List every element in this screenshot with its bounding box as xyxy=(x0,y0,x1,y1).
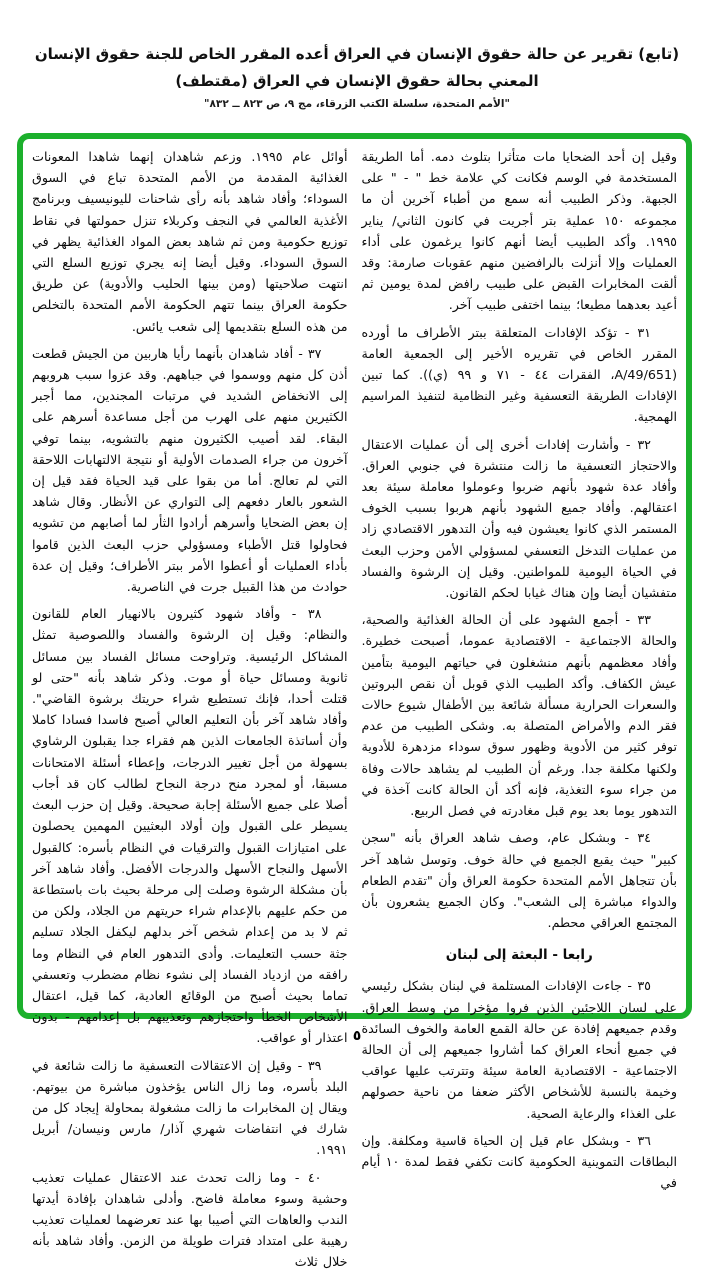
page-number: ٥ xyxy=(352,1028,362,1044)
paragraph-32: ٣٢ - وأشارت إفادات أخرى إلى أن عمليات الاعتقال والاحتجاز التعسفية ما زالت منتشرة في جنوبي العراق. وأفاد عدة شهود بأنهم ضربوا وعوملوا معاملة سيئة بعد اعتقالهم. وأفاد جميع الشهود بأنهم هربوا بسبب الخوف المستمر الذي كانوا يعيشون فيه وأن التدهور الاقتصادي زاد من عمليات التدخل التعسفي لمسؤولي الأمن وحزب البعث في الحياة اليومية للمواطنين. وقيل إن الرشوة والفساد متفشيان أيضا وإن هناك غيابا لحكم القانون. xyxy=(361,436,677,601)
paragraph-34: ٣٤ - وبشكل عام، وصف شاهد العراق بأنه "سجن كبير" حيث يقبع الجميع في حالة خوف. وتوسل شاهد آخر بأن تتجاهل الأمم المتحدة حكومة العراق وأن "تقدم الطعام والدواء مباشرة إلى الشعب". وكان الجميع يشعرون بأن المجتمع العراقي محطم. xyxy=(361,830,677,931)
document-title-line2: المعني بحالة حقوق الإنسان في العراق (مقتطف) xyxy=(175,71,539,90)
document-title-line1: (تابع) تقرير عن حالة حقوق الإنسان في العراق أعده المقرر الخاص للجنة حقوق الإنسان xyxy=(34,45,680,63)
paragraph-35: ٣٥ - جاءت الإفادات المستلمة في لبنان بشكل رئيسي على لسان اللاجئين الذين فروا مؤخرا من وسط العراق. وقدم جميعهم إفادة عن حالة القمع العامة والخوف السائدة في جميع أنحاء العراق كما أشاروا جميعهم إلى أن الحالة الاجتماعية - الاقتصادية العامة سيئة وتترتب عليها عواقب وخيمة بالنسبة للأشخاص الأكثر ضعفا من ناحية حصولهم على الغذاء والرعاية الصحية. xyxy=(361,978,677,1121)
two-column-text-area xyxy=(23,139,686,1270)
section-heading-mission-to-lebanon: رابعا - البعثة إلى لبنان xyxy=(445,947,593,964)
document-source-citation: "الأمم المتحدة، سلسلة الكتب الزرقاء، مج ٩، ص ٨٢٣ ــ ٨٣٢" xyxy=(204,98,510,110)
paragraph-31: ٣١ - تؤكد الإفادات المتعلقة ببتر الأطراف ما أورده المقرر الخاص في تقريره الأخير إلى الجمعية العامة (A/49/651، الفقرات ٤٤ - ٧١ و ٩٩ (ي)). كما تبين الإفادات الطريقة التعسفية وغير النظامية لتنفيذ المراسيم الهمجية. xyxy=(361,324,678,425)
paragraph-37: ٣٧ - أفاد شاهدان بأنهما رأيا هاربين من الجيش قطعت أذن كل منهم ووسموا في جباههم. وقد عزوا سبب هروبهم إلى الانخفاض الشديد في مرتبات المجندين، مما أجبر الكثيرين منهم على الهرب من أجل مساعدة أسرهم على البقاء. لقد أصيب الكثيرون منهم بالتشويه، بينما توفي آخرون من جراء الصدمات الأولية أو نتيجة الالتهابات اللاحقة التي لم تعالج. أما من بقوا على قيد الحياة فقد قيل إن الشعور بالعار دفعهم إلى التواري عن الأنظار. وقال شاهد إن بعض الضحايا وأسرهم أرادوا الثأر لما أصابهم من تشويه فحاولوا قتل الأطباء ومسؤولي حزب البعث الذين قاموا بأداء العمليات أو أعطوا الأمر ببتر الأطراف؛ وقيل إن عدة حوادث من هذا القبيل جرت في الناصرية. xyxy=(32,345,348,595)
paragraph-36: ٣٦ - وبشكل عام قيل إن الحياة قاسية ومكلفة. وإن البطاقات التموينية الحكومية كانت تكفي فقط لمدة ١٠ أيام في xyxy=(361,1132,677,1191)
document-header xyxy=(0,0,714,110)
paragraph-38: ٣٨ - وأفاد شهود كثيرون بالانهيار العام للقانون والنظام: وقيل إن الرشوة والفساد واللصوصية تمثل المشاكل الرئيسية. وتراوحت مسائل الفساد بين مسائل ثانوية ومسائل حياة أو موت. وذكر شاهد بأنه "حتى لو قتلت أحدا، فإنك تستطيع شراء حريتك برشوة القاضي". وأفاد شاهد آخر بأن التعليم العالي أصبح فاسدا فسادا كاملا وأن أساتذة الجامعات الذين هم فقراء جدا يقبلون الرشاوي بسهولة من أجل تغيير الدرجات، وإعطاء أسئلة الامتحانات مسبقا، أو لمجرد منح درجة النجاح لطالب كان قد أجاب أصلا على جميع الأسئلة إجابة صحيحة. وقيل إن حزب البعث يسيطر على القبول وإن أولاد البعثيين المهمين يحصلون على امتيازات القبول والترقيات في النظام بأسره: كالقبول الأسهل والنجاح الأسهل والدرجات الأفضل. وأفاد شاهد آخر بأن مشكلة الرشوة وصلت إلى مرحلة بحيث بات باستطاعة من حكم عليهم بالإعدام شراء حريتهم من الجلاد، ولكن من ثم لا بد من إعدام شخص آخر بدلهم ليكفل الجلاد تسليم جثة حسب التعليمات. وأدى التدهور العام في النظام وما رافقه من ازدياد الفساد إلى نشوء نظام مضطرب وتعسفي تماما بحيث أصبح من الوقائع العادية، كما قيل، اعتقال الأشخاص الخطأ واحتجازهم وتعذيبهم بل إعدامهم - بدون اعتذار أو عواقب. xyxy=(32,606,348,1046)
paragraph-36-continuation: أوائل عام ١٩٩٥. وزعم شاهدان إنهما شاهدا المعونات الغذائية المقدمة من الأمم المتحدة تباع في السوق السوداء؛ وأفاد شاهد بأنه رأى شاحنات لليونيسيف وبرنامج الأغذية العالمي في النجف وكربلاء تنزل حمولتها في نقاط توزيع حكومية ومن ثم شاهد بعض المواد الغذائية يظهر في السوق السوداء. وقيل أيضا إنه يجري توزيع السلع التي انتهت صلاحيتها (ومن بينها الحليب والأدوية) عن طريق حكومة العراق بينما تتهم الحكومة الأمم المتحدة بالتخلص من هذه السلع بتقديمها إلى شعب يائس. xyxy=(32,149,348,334)
paragraph-40: ٤٠ - وما زالت تحدث عند الاعتقال عمليات تعذيب وحشية وسوء معاملة فاضح. وأدلى شاهدان بإفادة أيدتها الندب والعاهات التي أصيبا بها عند تعرضهما لعمليات تعذيب رهيبة على امتداد فترات طويلة من الزمن. وأفاد شاهد بأنه خلال ثلاث xyxy=(32,1169,348,1270)
paragraph-continuation: وقيل إن أحد الضحايا مات متأثرا بتلوث دمه. أما الطريقة المستخدمة في الوسم فكانت كي علامة خط " - " على الجبهة. وذكر الطبيب أنه سمع من أطباء آخرين أن ما مجموعه ١٥٠ عملية بتر أجريت في كانون الثاني/ يناير ١٩٩٥. وأكد الطبيب أيضا أنهم كانوا يرغمون على أداء العمليات وإلا أنزلت بالرافضين منهم عقوبات صارمة: وقد ألقت المخابرات القبض على طبيب رافض لمدة يومين ثم أعيد بعدهما مطيعا؛ بينما اختفى طبيب آخر. xyxy=(361,149,678,313)
paragraph-39: ٣٩ - وقيل إن الاعتقالات التعسفية ما زالت شائعة في البلد بأسره، وما زال الناس يؤخذون مباشرة من بيوتهم. ويقال إن المخابرات ما زالت مشغولة بمحاولة إيجاد كل من شارك في انتفاضات شهري آذار/ مارس ونيسان/ أبريل ١٩٩١. xyxy=(32,1057,348,1158)
text-column-left xyxy=(32,146,348,1270)
text-column-right xyxy=(361,146,678,1191)
green-border-frame xyxy=(17,133,692,1270)
paragraph-33: ٣٣ - أجمع الشهود على أن الحالة الغذائية والصحية، والحالة الاجتماعية - الاقتصادية عموما، أصبحت خطيرة. وأفاد معظمهم بأنهم منشغلون في حياتهم اليومية بتأمين عيش الكفاف. وأكد الطبيب الذي قوبل أن نقص البروتين والسعرات الحرارية مسألة شائعة بين الأطفال شيوع حالات فقر الدم والأمراض المتصلة به. وشكى الطبيب من عدم توفر كثير من الأدوية وظهور سوق سوداء مزدهرة للأدوية ولكنها مكلفة جدا. ورغم أن الطبيب لم يشاهد حالات وفاة من جراء سوء التغذية، فإنه أكد أن الحالة كانت آخذة في التدهور يوما بعد يوم قبل مغادرته في فصل الربيع. xyxy=(361,612,677,819)
